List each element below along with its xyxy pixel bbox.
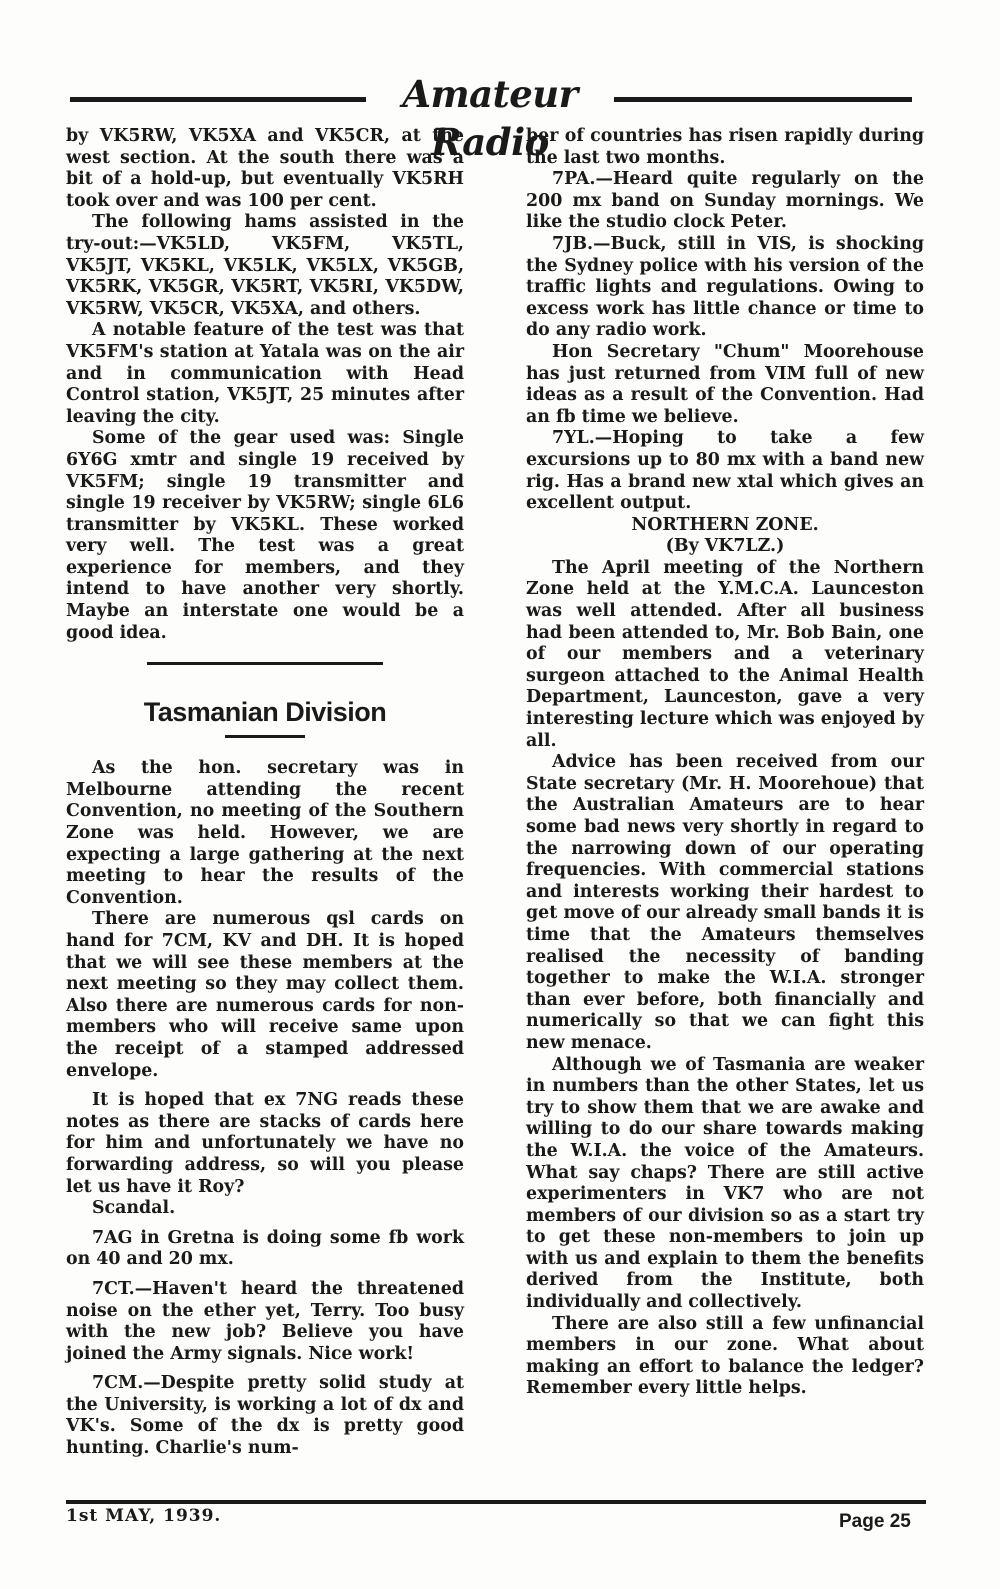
paragraph: It is hoped that ex 7NG reads these notes as there are stacks of cards here for him and unfortunately we have no forwarding address, so will you please let us have it Roy?	[66, 1090, 464, 1197]
paragraph: 7YL.—Hoping to take a few excursions up to 80 mx with a band new rig. Has a brand new xtal which gives an excellent output.	[526, 428, 924, 514]
right-column	[526, 126, 924, 1400]
zone-byline: (By VK7LZ.)	[665, 536, 785, 557]
paragraph: 7CM.—Despite pretty solid study at the University, is working a lot of dx and VK's. Some of the dx is pretty good hunting. Charlie's num-	[66, 1373, 464, 1459]
paragraph: There are also still a few unfinancial members in our zone. What about making an effort to balance the ledger? Remember every little helps.	[526, 1313, 924, 1399]
paragraph: The following hams assisted in the try-out:—VK5LD, VK5FM, VK5TL, VK5JT, VK5KL, VK5LK, VK5LX, VK5GB, VK5RK, VK5GR, VK5RT, VK5RI, VK5DW, VK5RW, VK5CR, VK5XA, and others.	[66, 212, 464, 319]
paragraph: 7JB.—Buck, still in VIS, is shocking the Sydney police with his version of the traffic lights and regulations. Owing to excess work has little chance or time to do any radio work.	[526, 233, 924, 341]
paragraph: 7PA.—Heard quite regularly on the 200 mx band on Sunday mornings. We like the studio clock Peter.	[526, 169, 924, 233]
paragraph: by VK5RW, VK5XA and VK5CR, at the west section. At the south there was a bit of a hold-up, but eventually VK5RH took over and was 100 per cent.	[66, 126, 464, 211]
paragraph-signoff: Scandal.	[92, 1198, 176, 1219]
paragraph: Hon Secretary "Chum" Moorehouse has just returned from VIM full of new ideas as a result of the Convention. Had an fb time we believe.	[526, 341, 924, 427]
paragraph: The April meeting of the Northern Zone held at the Y.M.C.A. Launceston was well attended. After all business had been attended to, Mr. Bob Bain, one of our members and a veterinary surgeon attached to the Animal Health Department, Launceston, gave a very interesting lecture which was enjoyed by all.	[526, 557, 924, 751]
footer-rule	[66, 1500, 926, 1504]
paragraph: A notable feature of the test was that VK5FM's station at Yatala was on the air and in communication with Head Control station, VK5JT, 25 minutes after leaving the city.	[66, 320, 464, 427]
masthead-logo: Amateur Radio	[402, 72, 578, 164]
paragraph: Some of the gear used was: Single 6Y6G xmtr and single 19 received by VK5FM; single 19 transmitter and single 19 receiver by VK5RW; single 6L6 transmitter by VK5KL. These worked very well. The test was a great experience for members, and they intend to have another very shortly. Maybe an interstate one would be a good idea.	[66, 428, 464, 643]
section-title: Tasmanian Division	[143, 697, 387, 728]
issue-date: 1st MAY, 1939.	[66, 1506, 222, 1526]
masthead-rule-right	[614, 97, 912, 102]
paragraph: 7CT.—Haven't heard the threatened noise on the ether yet, Terry. Too busy with the new job? Believe you have joined the Army signals. Nice work!	[66, 1278, 464, 1364]
title-underline	[225, 735, 305, 738]
page-number: Page 25	[839, 1511, 911, 1532]
left-column	[66, 126, 464, 1460]
paragraph: Advice has been received from our State secretary (Mr. H. Moorehoue) that the Australian Amateurs are to hear some bad news very shortly in regard to the narrowing down of our operating frequencies. With commercial stations and interests working their hardest to get move of our already small bands it is time that the Amateurs themselves realised the necessity of banding together to make the W.I.A. stronger than ever before, both financially and numerically so that we can fight this new menace.	[526, 752, 924, 1053]
masthead-rule-left	[70, 97, 366, 102]
paragraph: As the hon. secretary was in Melbourne attending the recent Convention, no meeting of the Southern Zone was held. However, we are expecting a large gathering at the next meeting to hear the results of the Convention.	[66, 758, 464, 908]
section-divider	[147, 662, 383, 665]
zone-heading: NORTHERN ZONE.	[631, 514, 819, 535]
paragraph: There are numerous qsl cards on hand for 7CM, KV and DH. It is hoped that we will see these members at the next meeting so they may collect them. Also there are numerous cards for non-members who will receive same upon the receipt of a stamped addressed envelope.	[66, 909, 464, 1081]
paragraph: ber of countries has risen rapidly during the last two months.	[526, 126, 924, 168]
paragraph: 7AG in Gretna is doing some fb work on 40 and 20 mx.	[66, 1227, 464, 1270]
paragraph: Although we of Tasmania are weaker in numbers than the other States, let us try to show them that we are awake and willing to do our share towards making the W.I.A. the voice of the Amateurs. What say chaps? There are still active experimenters in VK7 who are not members of our division so as a start try to get these non-members to join up with us and explain to them the benefits derived from the Institute, both individually and collectively.	[526, 1054, 924, 1313]
